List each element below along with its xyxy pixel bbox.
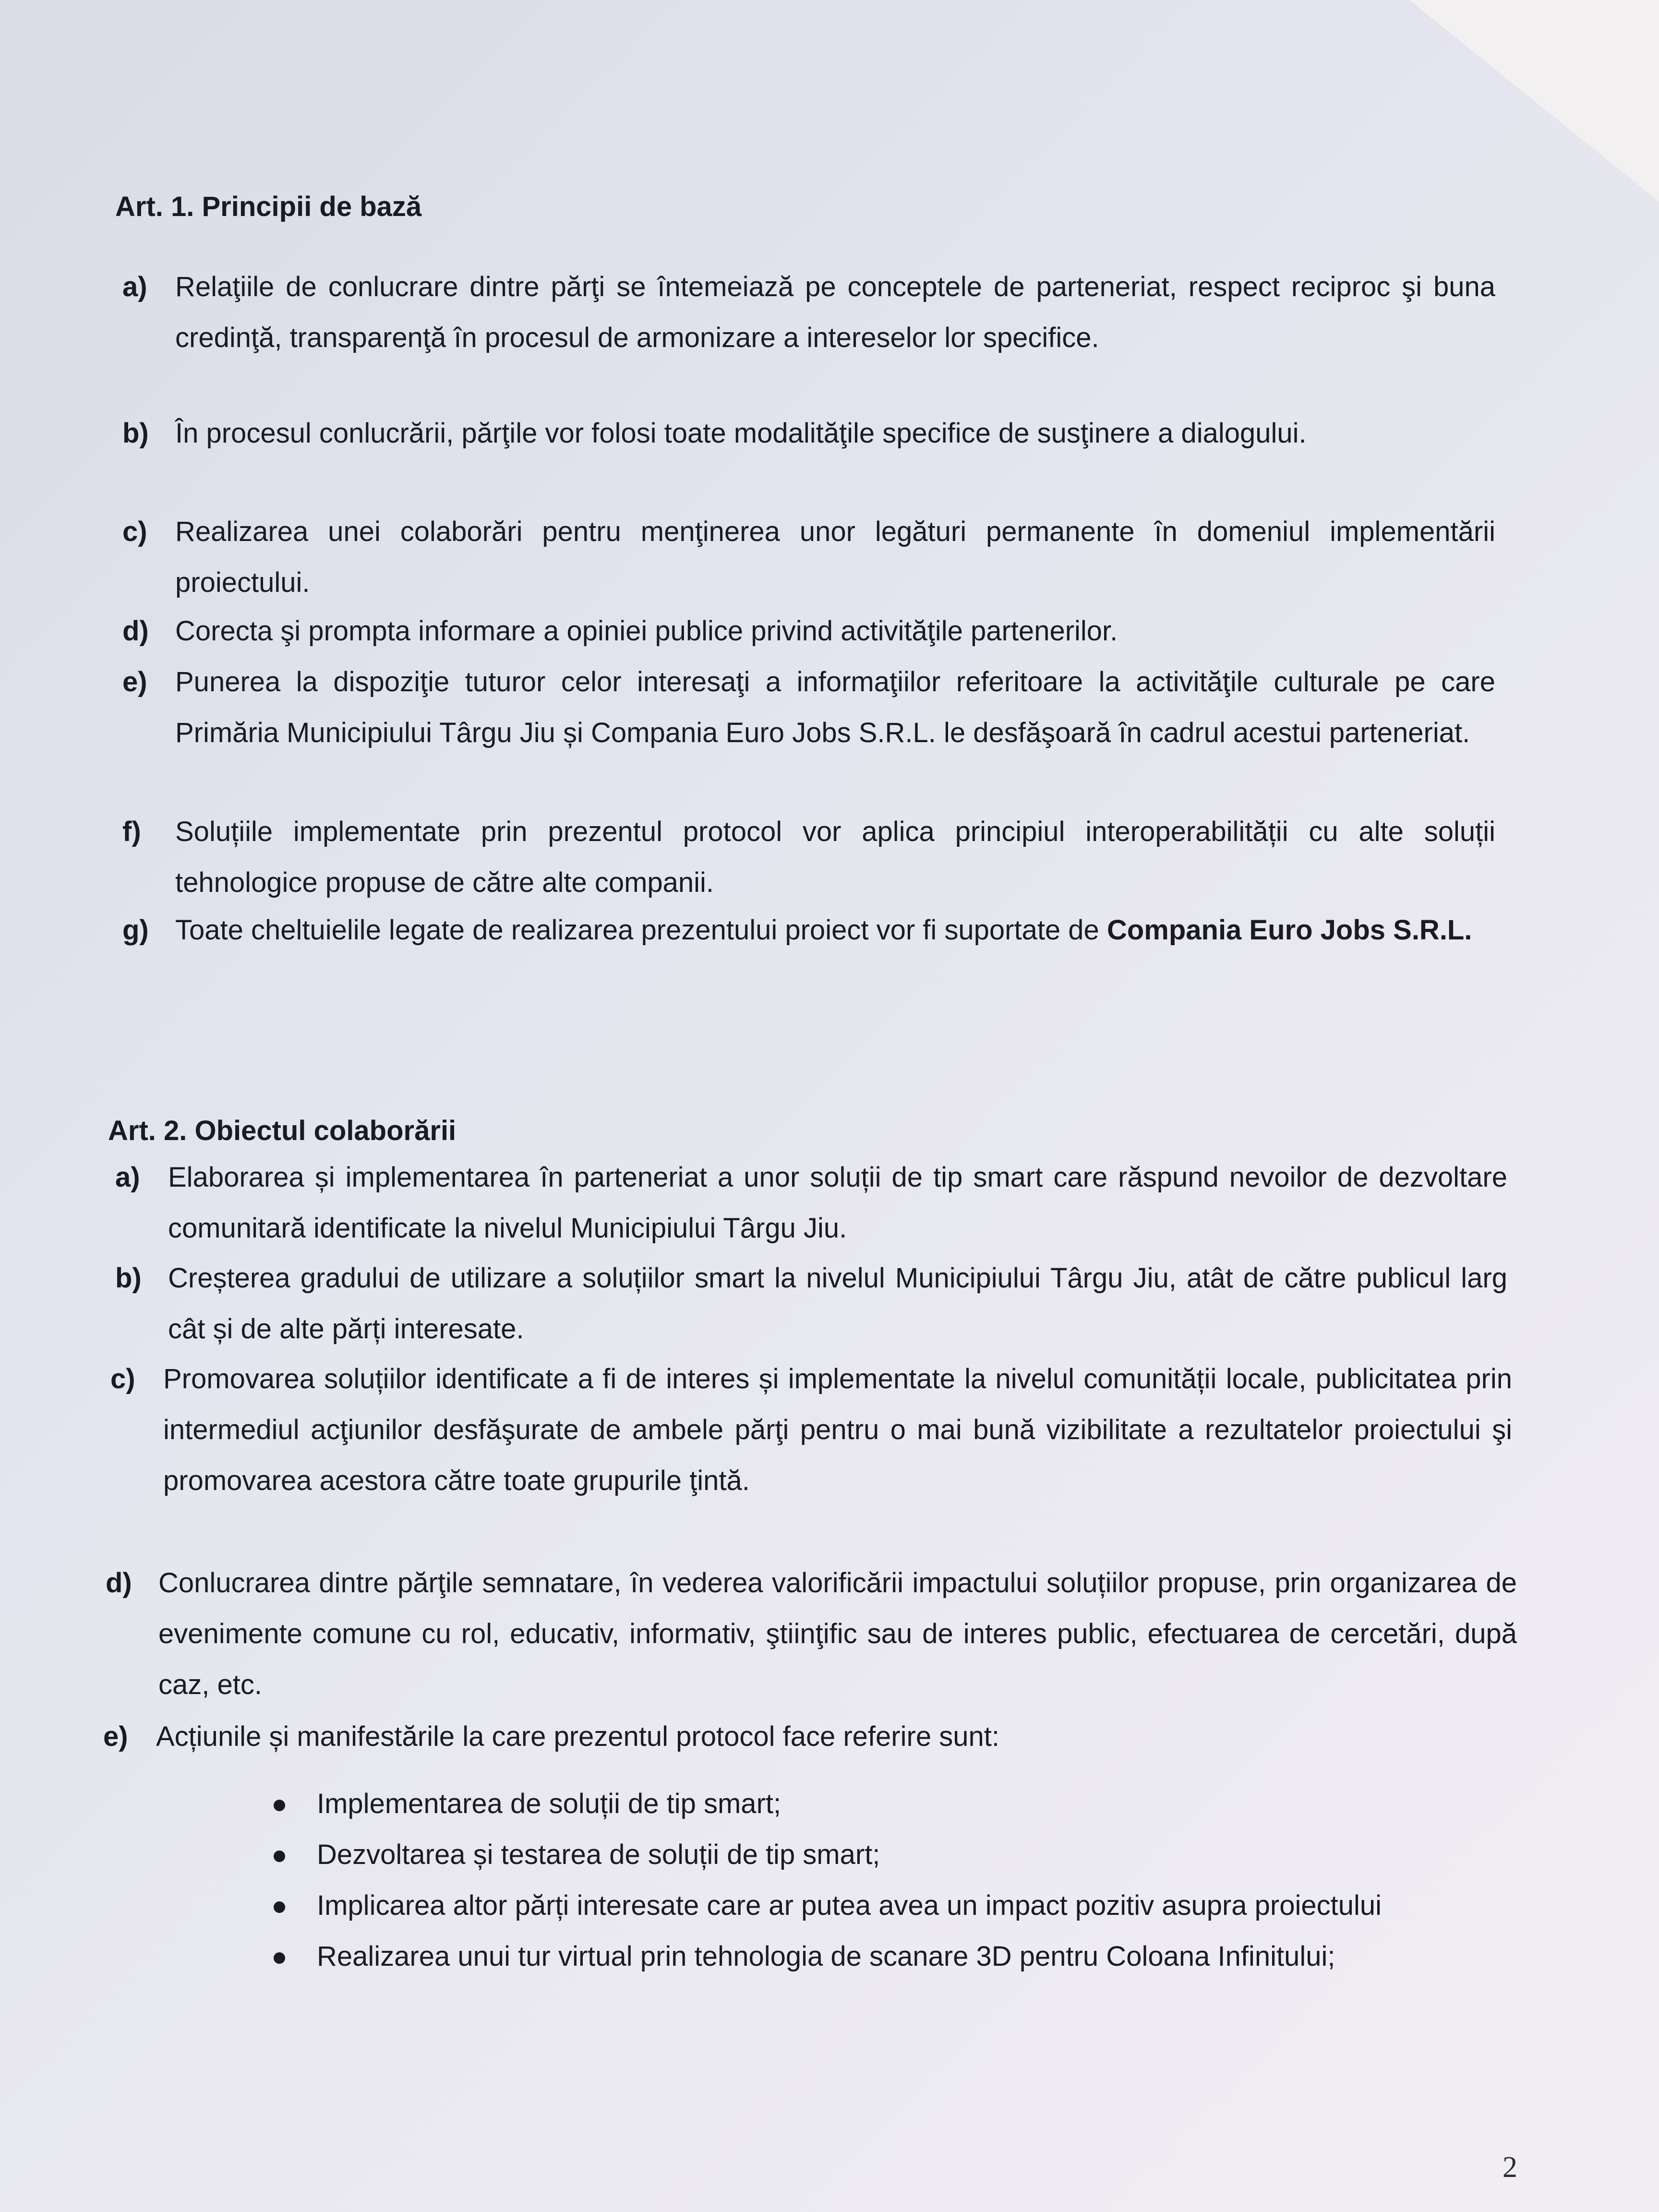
item-letter: g) bbox=[122, 914, 149, 946]
item-letter: b) bbox=[115, 1262, 142, 1294]
bullet-text: Implementarea de soluții de tip smart; bbox=[317, 1788, 781, 1819]
art2-heading: Art. 2. Obiectul colaborării bbox=[108, 1115, 457, 1146]
item-letter: b) bbox=[122, 418, 149, 449]
item-letter: d) bbox=[122, 615, 149, 647]
item-text-regular: Toate cheltuielile legate de realizarea prezentului proiect vor fi suportate de bbox=[175, 914, 1107, 946]
item-letter: c) bbox=[110, 1363, 135, 1395]
item-text: Acțiunile și manifestările la care prezentul protocol face referire sunt: bbox=[156, 1721, 999, 1752]
item-text bbox=[175, 905, 1495, 956]
item-letter: c) bbox=[122, 516, 147, 547]
item-letter: a) bbox=[122, 271, 147, 302]
item-letter: e) bbox=[103, 1721, 128, 1752]
item-text: Corecta şi prompta informare a opiniei publice privind activităţile partenerilor. bbox=[175, 615, 1118, 647]
bullet-list bbox=[269, 1779, 1522, 1982]
item-letter: d) bbox=[106, 1567, 132, 1599]
bullet-dot-icon bbox=[274, 1851, 285, 1862]
bullet-dot-icon bbox=[274, 1952, 285, 1964]
item-text: Realizarea unei colaborări pentru menţinerea unor legături permanente în domeniul implementării proiectului. bbox=[175, 516, 1495, 598]
item-text: În procesul conlucrării, părţile vor folosi toate modalităţile specifice de susţinere a dialogului. bbox=[175, 418, 1307, 449]
item-letter: f) bbox=[122, 816, 141, 847]
bullet-dot-icon bbox=[274, 1800, 285, 1811]
item-text: Creșterea gradului de utilizare a soluțiilor smart la nivelul Municipiului Târgu Jiu, atât de către publicul larg cât și de alte părți interesate. bbox=[168, 1262, 1507, 1345]
bullet-item bbox=[269, 1880, 1522, 1931]
art1-heading: Art. 1. Principii de bază bbox=[115, 191, 422, 222]
item-text: Elaborarea și implementarea în parteneriat a unor soluții de tip smart care răspund nevoilor de dezvoltare comunitară identificate la nivelul Municipiului Târgu Jiu. bbox=[168, 1162, 1507, 1244]
page-fold bbox=[1409, 0, 1659, 202]
item-text: Soluțiile implementate prin prezentul protocol vor aplica principiul interoperabilității cu alte soluții tehnologice propuse de către alte companii. bbox=[175, 816, 1495, 898]
company-name: Compania Euro Jobs S.R.L. bbox=[1106, 914, 1472, 946]
item-letter: e) bbox=[122, 666, 147, 697]
bullet-dot-icon bbox=[274, 1901, 285, 1913]
bullet-item bbox=[269, 1829, 1522, 1880]
item-text: Relaţiile de conlucrare dintre părţi se întemeiază pe conceptele de parteneriat, respect reciproc şi buna credinţă, transparenţă în procesul de armonizare a intereselor lor specifice. bbox=[175, 271, 1495, 353]
item-text: Conlucrarea dintre părţile semnatare, în vederea valorificării impactului soluțiilor propuse, prin organizarea de evenimente comune cu rol, educativ, informativ, ştiinţific sau de interes public, efectuarea de cercetări, după caz, etc. bbox=[158, 1567, 1517, 1700]
bullet-text: Realizarea unui tur virtual prin tehnologia de scanare 3D pentru Coloana Infinitului; bbox=[317, 1941, 1335, 1972]
bullet-item bbox=[269, 1931, 1522, 1982]
page-number: 2 bbox=[1503, 2151, 1517, 2184]
item-letter: a) bbox=[115, 1162, 140, 1193]
bullet-text: Implicarea altor părți interesate care ar putea avea un impact pozitiv asupra proiectului bbox=[317, 1890, 1382, 1921]
item-text: Promovarea soluțiilor identificate a fi de interes și implementate la nivelul comunității locale, publicitatea prin intermediul acţiunilor desfăşurate de ambele părţi pentru o mai bună vizibilitate a rezultatelor proiectului şi promovarea acestora către toate grupurile ţintă. bbox=[163, 1363, 1512, 1496]
item-text: Punerea la dispoziţie tuturor celor interesaţi a informaţiilor referitoare la activităţile culturale pe care Primăria Municipiului Târgu Jiu și Compania Euro Jobs S.R.L. le desfăşoară în cadrul acestui parteneriat. bbox=[175, 666, 1495, 748]
bullet-item bbox=[269, 1779, 1522, 1829]
bullet-text: Dezvoltarea și testarea de soluții de tip smart; bbox=[317, 1839, 880, 1870]
